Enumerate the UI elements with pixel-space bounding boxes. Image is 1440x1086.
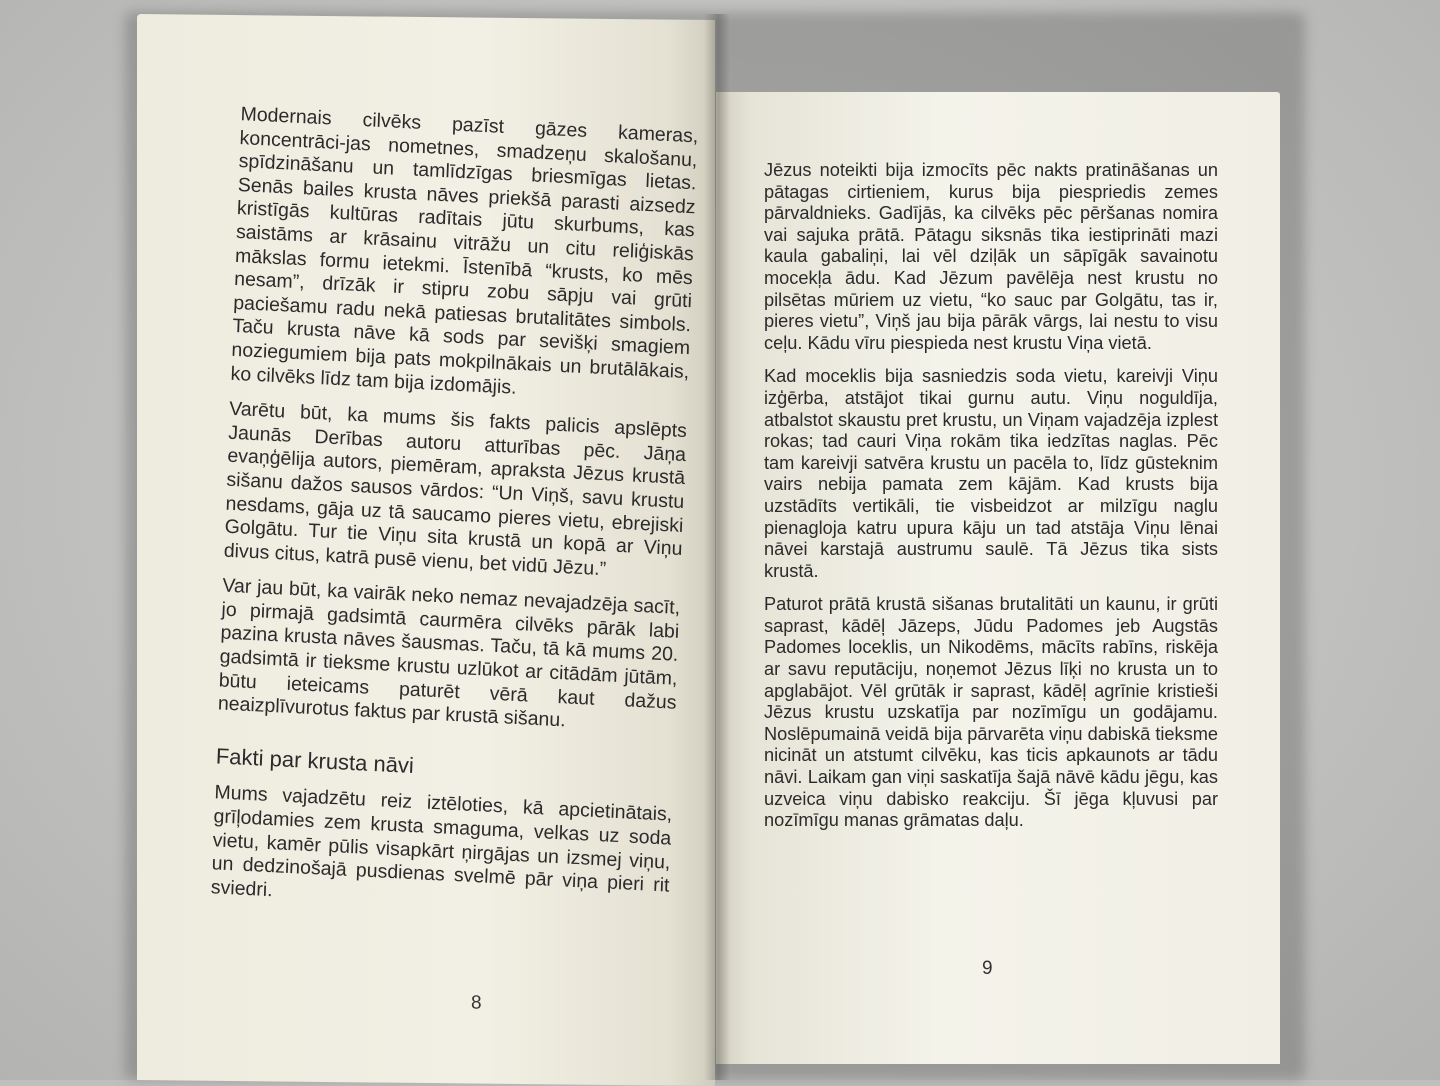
section-heading: Fakti par krusta nāvi	[215, 743, 415, 778]
left-page-text	[210, 103, 699, 934]
paragraph: Jēzus noteikti bija izmocīts pēc nakts pratināšanas un pātagas cirtieniem, kurus bija piespriedis zemes pārvaldnieks. Gadījās, ka cilvēks pēc pēršanas nomira vai sajuka prātā. Pātagu siksnās tika iestiprināti mazi kaula gabaliņi, lai vēl dziļāk un sāpīgāk savainotu mocekļa ādu. Kad Jēzum pavēlēja nest krustu no pilsētas mūriem uz vietu, “ko sauc par Golgātu, tas ir, pieres vietu”, Viņš jau bija pārāk vārgs, lai nestu to visu ceļu. Kādu vīru piespieda nest krustu Viņa vietā.	[764, 160, 1218, 353]
paragraph: Mums vajadzētu reiz iztēloties, kā apcietinātais, grīļodamies zem krusta smaguma, velkas uz soda vietu, kamēr pūlis visapkārt ņirgājas un izsmej viņu, un dedzinošajā pusdienas svelmē pār viņa pieri rit sviedri.	[210, 781, 673, 902]
paragraph: Kad moceklis bija sasniedzis soda vietu, kareivji Viņu izģērba, atstājot tikai gurnu autu. Viņu noguldīja, atbalstot skaustu pret krustu, un Viņam vajadzēja izplest rokas; tad cauri Viņa rokām tika iedzītas naglas. Pēc tam kareivji satvēra krustu un pacēla to, līdz gūsteknim vairs nebija pamata zem kājām. Kad krusts bija uzstādīts vertikāli, tie visbeidzot ar milzīgu naglu pienagloja katru upura kāju un tad atstāja Viņu lēnai nāvei karstajā austrumu saulē. Tā Jēzus tika sists krustā.	[764, 366, 1218, 581]
left-page	[137, 14, 715, 1086]
page-number: 9	[982, 958, 993, 979]
paragraph: Var jau būt, ka vairāk neko nemaz nevajadzēja sacīt, jo pirmajā gadsimtā caurmēra cilvēks pārāk labi pazina krusta nāves šausmas. Taču, tā kā mums 20. gadsimtā ir tieksme krustu uzlūkot ar citādām jūtām, būtu ieteicams paturēt vērā kaut dažus neaizplīvurotus faktus par krustā sišanu.	[217, 574, 681, 732]
paragraph: Varētu būt, ka mums šis fakts palicis apslēpts Jaunās Derības autoru atturības pēc. Jāņa evaņģēlija autors, piemēram, apraksta Jēzus krustā sišanu dažos sausos vārdos: “Un Viņš, savu krustu nesdams, gāja uz tā saucamo pieres vietu, ebrejiski Golgātu. Tur tie Viņu sita krustā un kopā ar Viņu divus citus, katrā pusē vienu, bet vidū Jēzu.”	[223, 397, 688, 580]
paragraph: Paturot prātā krustā sišanas brutalitāti un kaunu, ir grūti saprast, kādēļ Jāzeps, Jūdu Padomes jeb Augstās Padomes loceklis, un Nikodēms, mācīts rabīns, riskēja ar savu reputāciju, noņemot Jēzus līķi no krusta un to apglabājot. Vēl grūtāk ir saprast, kādēļ agrīnie kristieši Jēzus krustu uzskatīja par nozīmīgu un godājamu. Noslēpumainā veidā bija pārvarēta viņu dabiskā tieksme nicināt un atstumt cilvēku, kas ticis apkaunots ar tādu nāvi. Laikam gan viņi saskatīja šajā nāvē kādu jēgu, kas uzveica viņu dabisko reakciju. Šī jēga kļuvusi par nozīmīgu manas grāmatas daļu.	[764, 594, 1218, 831]
page-number: 8	[471, 992, 482, 1014]
book-gutter	[704, 14, 730, 1080]
right-page-text	[764, 160, 1218, 844]
paragraph: Modernais cilvēks pazīst gāzes kameras, koncentrāci-jas nometnes, smadzeņu skalošanu, spīdzināšanu un tamlīdzīgas briesmīgas lietas. Senās bailes krusta nāves priekšā parasti aizsedz kristīgās kultūras radītais jūtu skurbums, kas saistāms ar krāsainu vitrāžu un citu reliģiskās mākslas formu ietekmi. Īstenībā “krusts, ko mēs nesam”, drīzāk ir stipru zobu sāpju vai grūti paciešamu radu nekā patiesas brutalitātes simbols. Taču krusta nāve kā sods par sevišķi smagiem noziegumiem bija pats mokpilnākais un brutālākais, ko cilvēks līdz tam bija izdomājis.	[230, 103, 699, 399]
right-page	[716, 92, 1280, 1064]
